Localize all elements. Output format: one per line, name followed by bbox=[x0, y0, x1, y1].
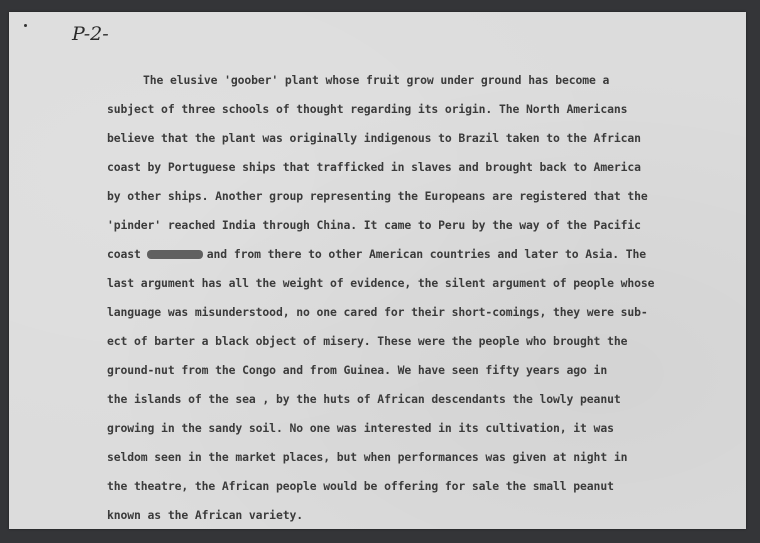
text-line: 'pinder' reached India through China. It came to Peru by the way of the Pacific bbox=[107, 218, 641, 232]
text-line-rest: and from there to other American countries and later to Asia. The bbox=[206, 247, 647, 261]
text-line-with-strikeout bbox=[107, 240, 707, 269]
margin-dot bbox=[24, 24, 27, 27]
text-line: growing in the sandy soil. No one was interested in its cultivation, it was bbox=[107, 421, 614, 435]
text-line: believe that the plant was originally indigenous to Brazil taken to the African bbox=[107, 131, 641, 145]
text-line: known as the African variety. bbox=[107, 508, 303, 522]
typed-paragraph bbox=[107, 66, 707, 530]
text-line: the islands of the sea , by the huts of African descendants the lowly peanut bbox=[107, 392, 621, 406]
text-line: subject of three schools of thought regarding its origin. The North Americans bbox=[107, 102, 628, 116]
text-line: coast by Portuguese ships that trafficked in slaves and brought back to America bbox=[107, 160, 641, 174]
text-line: ground-nut from the Congo and from Guinea. We have seen fifty years ago in bbox=[107, 363, 608, 377]
text-line: The elusive 'goober' plant whose fruit grow under ground has become a bbox=[143, 73, 610, 87]
text-line: by other ships. Another group representing the Europeans are registered that the bbox=[107, 189, 648, 203]
text-line: language was misunderstood, no one cared for their short-comings, they were sub- bbox=[107, 305, 648, 319]
text-line: last argument has all the weight of evidence, the silent argument of people whose bbox=[107, 276, 655, 290]
text-line-prefix: coast bbox=[107, 247, 141, 261]
text-line: the theatre, the African people would be offering for sale the small peanut bbox=[107, 479, 614, 493]
handwritten-page-number: P-2- bbox=[72, 23, 109, 45]
text-line: seldom seen in the market places, but when performances was given at night in bbox=[107, 450, 628, 464]
text-line: ect of barter a black object of misery. These were the people who brought the bbox=[107, 334, 628, 348]
struck-out-word bbox=[147, 250, 203, 259]
